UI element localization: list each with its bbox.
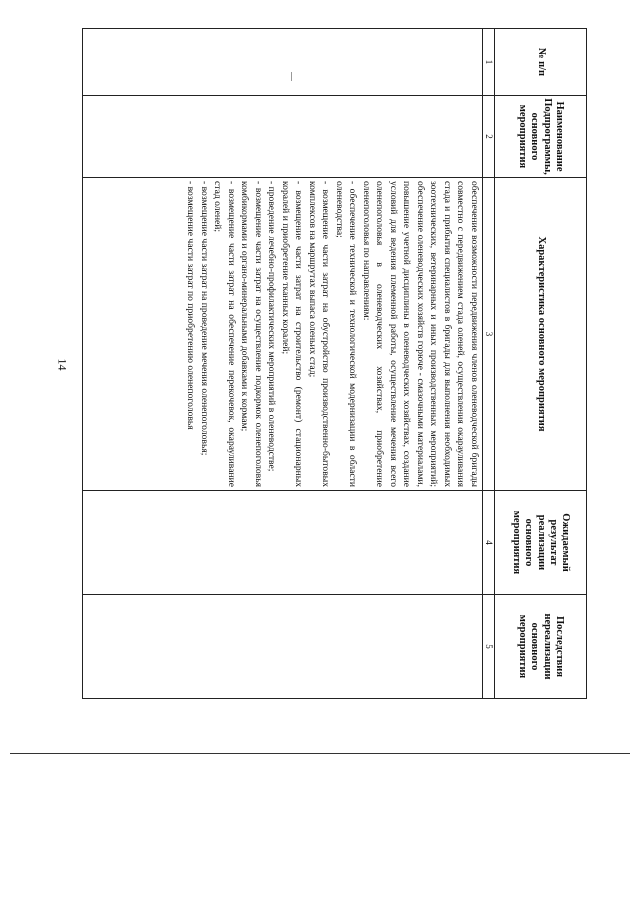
description-line: - возмещение части затрат на осуществление подкормок оленепоголовья комбикормами и органо-минеральными добавками к кормам; (239, 181, 264, 487)
header-name: Наименование Подпрограммы, основного мероприятия (495, 96, 587, 178)
description-line: - возмещение части затрат на проведение мечения оленепоголовья; (199, 181, 210, 456)
header-row (495, 29, 587, 699)
cell-num (83, 29, 483, 96)
description-line: - проведение лечебно-профилактических мероприятий в оленеводстве; (266, 181, 278, 472)
header-num: № п/п (495, 29, 587, 96)
description-line: - возмещение части затрат по приобретению оленепоголовья (185, 181, 197, 430)
cell-name (83, 96, 483, 178)
description-line: - возмещение части затрат на обустройство производственно-бытовых комплексов на маршрутах выпаса оленьих стад; (307, 181, 332, 487)
header-consequences: Последствия нереализации основного мероприятия (495, 595, 587, 699)
column-number: 2 (483, 96, 495, 178)
cell-consequences (83, 595, 483, 699)
description-line: обеспечение возможности передвижения членов оленеводческой бригады совместно с передвижением стада оленей, осуществления окарауливания стада и прибытия специалистов в бригады для выполнения необходимых зоотехнических, ветеринарных и иных производственных мероприятий; обеспечение оленеводческих хозяйств горюче - смазочными материалами, повышение учетной дисциплины в оленеводческих хозяйствах, создание условий для ведения племенной работы, осуществление мечения всего оленепоголовья в оленеводческих хозяйствах, приобретение оленепоголовья по направлениям: (361, 181, 480, 487)
measures-table (82, 28, 587, 699)
description-line: - возмещение части затрат на обеспечение перекочевок, окарауливание стад оленей; (212, 181, 237, 487)
column-number: 4 (483, 491, 495, 595)
header-result: Ожидаемый результат реализации основного мероприятия (495, 491, 587, 595)
column-number: 5 (483, 595, 495, 699)
rotated-table-area (82, 28, 587, 698)
column-number: 3 (483, 178, 495, 491)
cell-result (83, 491, 483, 595)
page-number: 14 (55, 358, 70, 371)
column-number: 1 (483, 29, 495, 96)
header-description: Характеристика основного мероприятия (495, 178, 587, 491)
cell-description (83, 178, 483, 491)
table-row (83, 29, 483, 699)
column-number-row (483, 29, 495, 699)
table-rotator (82, 28, 587, 698)
description-line: - возмещение части затрат на строительство (ремонт) стационарных коралей и приобретение тканных коралей; (280, 181, 305, 487)
description-line: - обеспечение технической и технологической модернизации в области оленеводства; (334, 181, 359, 487)
page-bottom-rule (10, 753, 630, 754)
